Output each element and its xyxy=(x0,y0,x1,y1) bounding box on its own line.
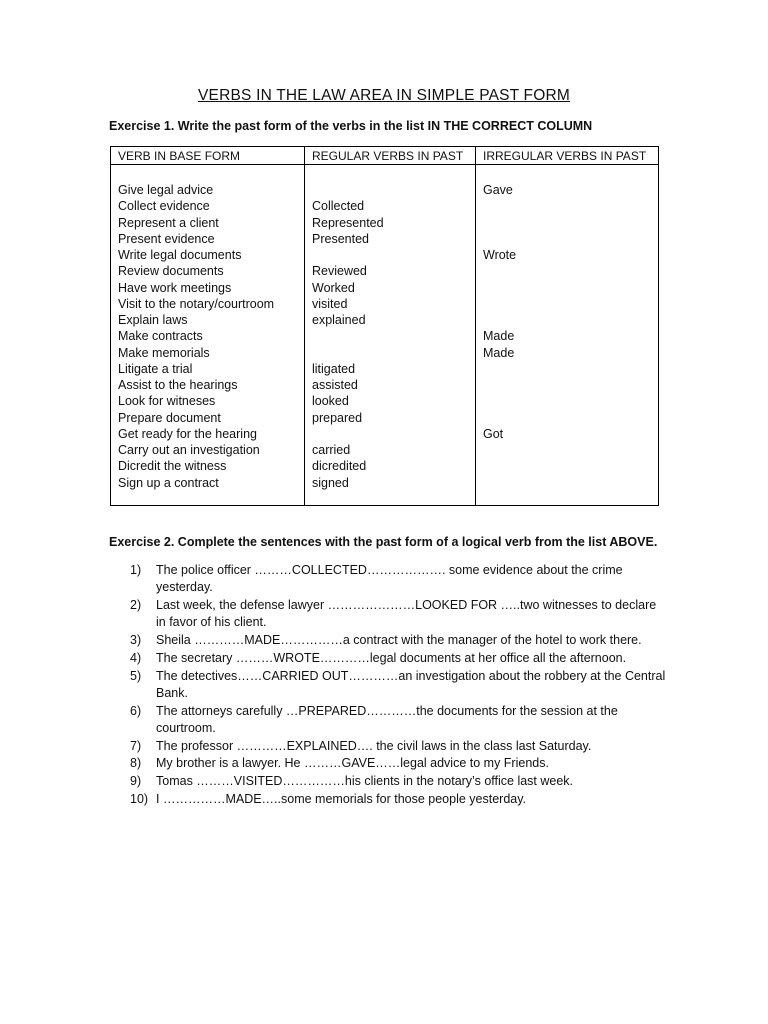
sentence-text: Last week, the defense lawyer …………………LOOKED FOR …..two witnesses to declare in favor of his client. xyxy=(156,598,657,630)
base-form-cell: Collect evidence xyxy=(118,199,210,214)
irregular-past-cell xyxy=(483,231,651,247)
regular-past-cell: Reviewed xyxy=(312,264,367,279)
sentence-text: Sheila …………MADE……………a contract with the manager of the hotel to work there. xyxy=(156,633,642,647)
base-form-cell: Give legal advice xyxy=(118,183,214,197)
regular-past-cell: carried xyxy=(312,443,351,457)
base-form-cell: Write legal documents xyxy=(118,248,242,262)
irregular-past-cell xyxy=(483,377,651,393)
regular-past-cell xyxy=(312,426,468,442)
base-form-cell: Explain laws xyxy=(118,313,188,327)
base-form-cell: Have work meetings xyxy=(118,280,232,295)
base-form-cell: Make memorials xyxy=(118,345,210,360)
list-item xyxy=(109,632,669,649)
list-item xyxy=(109,650,669,667)
page-title: VERBS IN THE LAW AREA IN SIMPLE PAST FORM xyxy=(198,87,570,104)
list-item xyxy=(109,755,669,772)
base-form-cell: Visit to the notary/courtroom xyxy=(118,296,275,311)
sentence-number: 8) xyxy=(130,756,142,771)
base-form-cell: Represent a client xyxy=(118,215,219,230)
base-form-cell: Get ready for the hearing xyxy=(118,426,257,441)
regular-past-cell: signed xyxy=(312,475,349,490)
irregular-past-cell: Made xyxy=(483,345,515,360)
exercise2-heading: Exercise 2. Complete the sentences with the past form of a logical verb from the list ABOVE. xyxy=(109,535,658,549)
sentence-number: 5) xyxy=(130,668,142,683)
sentence-number: 9) xyxy=(130,774,142,789)
verbs-table xyxy=(110,146,659,506)
sentence-number: 6) xyxy=(130,703,142,718)
column-header-base-form: VERB IN BASE FORM xyxy=(111,147,305,165)
column-header-irregular-past: IRREGULAR VERBS IN PAST xyxy=(476,147,659,165)
irregular-past-cell: Gave xyxy=(483,183,513,197)
irregular-past-cell xyxy=(483,296,651,312)
base-form-cell: Litigate a trial xyxy=(118,361,193,376)
irregular-past-cell: Got xyxy=(483,426,504,441)
base-form-cell: Carry out an investigation xyxy=(118,443,260,457)
regular-past-cell: Collected xyxy=(312,199,365,214)
base-form-cell: Present evidence xyxy=(118,231,215,246)
sentence-list xyxy=(109,562,669,809)
irregular-past-cell xyxy=(483,280,651,296)
regular-past-cell xyxy=(312,328,468,344)
list-item xyxy=(109,597,669,631)
irregular-past-cell xyxy=(483,263,651,279)
base-form-cell: Review documents xyxy=(118,264,224,279)
sentence-number: 1) xyxy=(130,563,142,577)
irregular-past-cell xyxy=(483,410,651,426)
regular-past-cell: dicredited xyxy=(312,459,367,474)
table-header-row xyxy=(111,147,659,165)
list-item xyxy=(109,791,669,808)
sentence-text: Tomas ………VISITED……………his clients in the notary’s office last week. xyxy=(156,774,574,789)
sentence-number: 10) xyxy=(130,791,149,806)
regular-past-cell: Worked xyxy=(312,280,355,295)
column-header-regular-past: REGULAR VERBS IN PAST xyxy=(305,147,476,165)
irregular-past-cell xyxy=(483,215,651,231)
table-body-row xyxy=(111,165,659,506)
irregular-past-cell xyxy=(483,458,651,474)
sentence-text: I ……………MADE…..some memorials for those people yesterday. xyxy=(156,791,527,806)
list-item xyxy=(109,773,669,790)
regular-past-cell xyxy=(312,182,468,198)
list-item xyxy=(109,738,669,755)
regular-past-cell: looked xyxy=(312,394,349,409)
irregular-past-cell xyxy=(483,361,651,377)
irregular-past-column xyxy=(476,165,659,506)
regular-past-cell xyxy=(312,247,468,263)
base-form-cell: Dicredit the witness xyxy=(118,459,227,474)
base-form-cell: Sign up a contract xyxy=(118,475,219,490)
list-item xyxy=(109,562,669,596)
list-item xyxy=(109,703,669,737)
sentence-number: 2) xyxy=(130,598,142,612)
regular-past-cell: prepared xyxy=(312,410,363,425)
irregular-past-cell xyxy=(483,198,651,214)
sentence-text: The detectives……CARRIED OUT…………an investigation about the robbery at the Central Bank. xyxy=(156,668,666,700)
sentence-text: The police officer ………COLLECTED………………. some evidence about the crime yesterday. xyxy=(156,563,623,595)
irregular-past-cell: Made xyxy=(483,329,515,344)
sentence-text: My brother is a lawyer. He ………GAVE……legal advice to my Friends. xyxy=(156,756,549,771)
regular-past-cell: explained xyxy=(312,313,366,327)
regular-past-cell: visited xyxy=(312,296,348,311)
list-item xyxy=(109,668,669,702)
sentence-number: 4) xyxy=(130,650,142,665)
sentence-text: The professor …………EXPLAINED…. the civil laws in the class last Saturday. xyxy=(156,738,592,753)
regular-past-cell: Presented xyxy=(312,231,369,246)
regular-past-cell: litigated xyxy=(312,361,356,376)
base-form-cell: Make contracts xyxy=(118,329,203,344)
sentence-number: 7) xyxy=(130,738,142,753)
irregular-past-cell xyxy=(483,393,651,409)
base-form-cell: Look for witneses xyxy=(118,394,216,409)
irregular-past-cell xyxy=(483,312,651,328)
regular-past-column xyxy=(305,165,476,506)
base-form-cell: Prepare document xyxy=(118,410,221,425)
sentence-number: 3) xyxy=(130,633,142,647)
regular-past-cell xyxy=(312,345,468,361)
exercise1-heading: Exercise 1. Write the past form of the verbs in the list IN THE CORRECT COLUMN xyxy=(109,119,593,133)
base-form-column xyxy=(111,165,305,506)
irregular-past-cell: Wrote xyxy=(483,248,517,262)
irregular-past-cell xyxy=(483,442,651,458)
sentence-text: The secretary ………WROTE…………legal documents at her office all the afternoon. xyxy=(156,650,627,665)
irregular-past-cell xyxy=(483,475,651,491)
regular-past-cell: Represented xyxy=(312,215,384,230)
sentence-text: The attorneys carefully …PREPARED…………the documents for the session at the courtroom. xyxy=(156,703,618,735)
base-form-cell: Assist to the hearings xyxy=(118,378,238,392)
regular-past-cell: assisted xyxy=(312,378,358,392)
